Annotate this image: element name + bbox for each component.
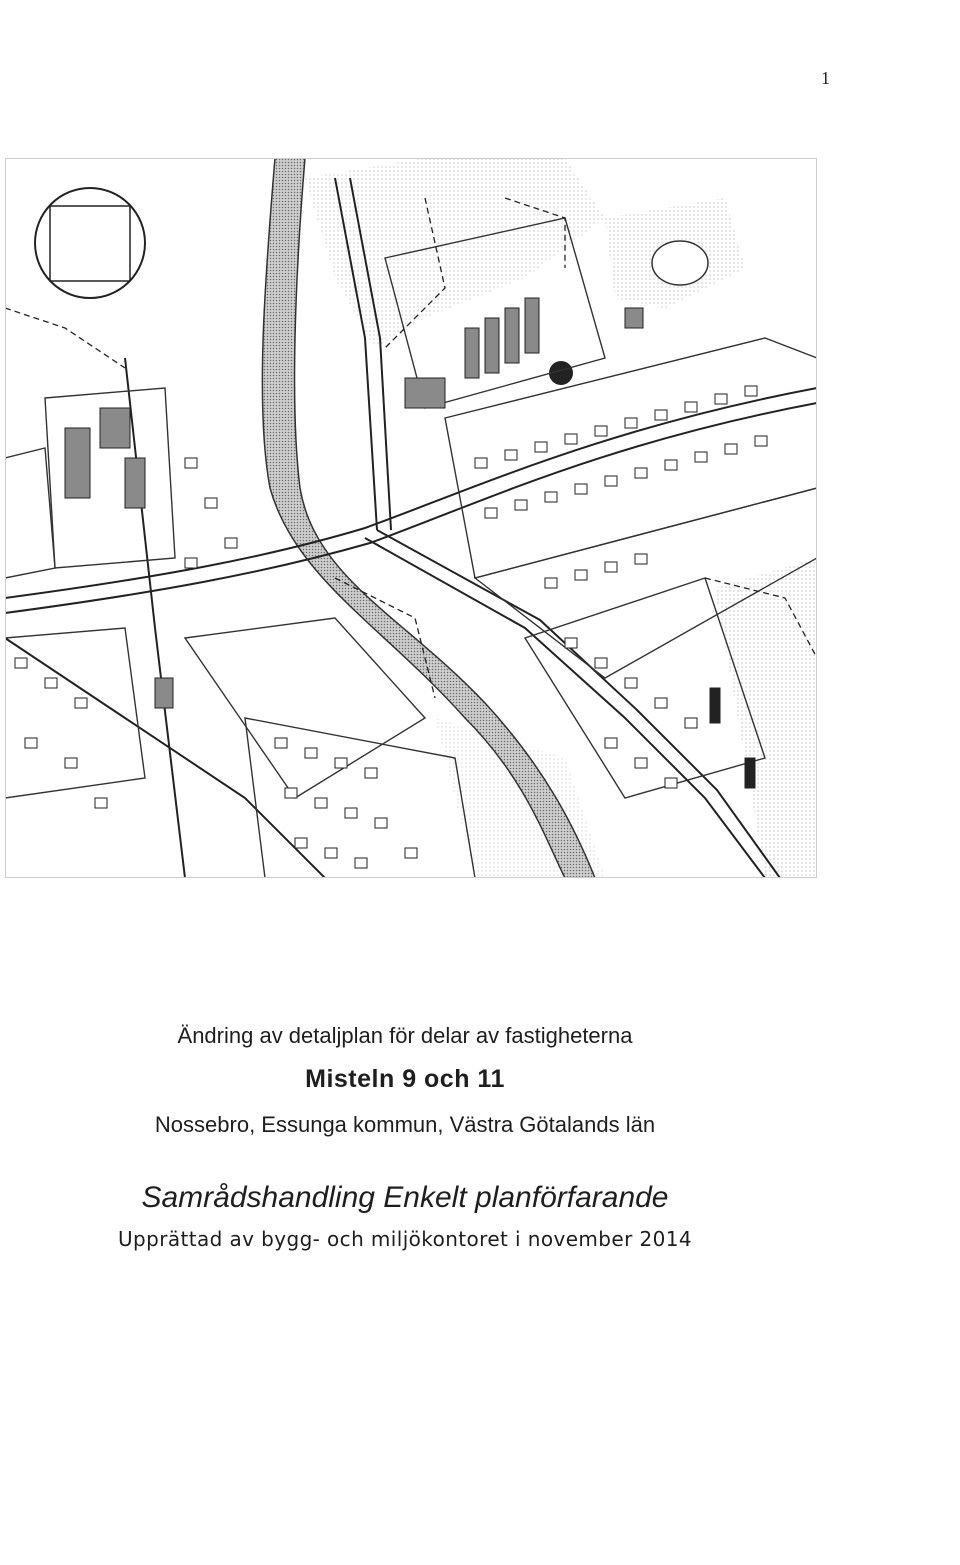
location-line: Nossebro, Essunga kommun, Västra Götalands län: [154, 1112, 656, 1137]
cadastral-map: [5, 158, 817, 878]
document-type: Samrådshandling Enkelt planförfarande: [141, 1181, 669, 1214]
property-name: Misteln 9 och 11: [305, 1065, 505, 1093]
cover-title-block: [0, 1018, 810, 1256]
subtitle-line: Ändring av detaljplan för delar av fastigheterna: [177, 1023, 633, 1048]
map-image: [5, 158, 817, 878]
page-number: 1: [821, 68, 830, 88]
prepared-by: Upprättad av bygg- och miljökontoret i november 2014: [118, 1227, 692, 1251]
